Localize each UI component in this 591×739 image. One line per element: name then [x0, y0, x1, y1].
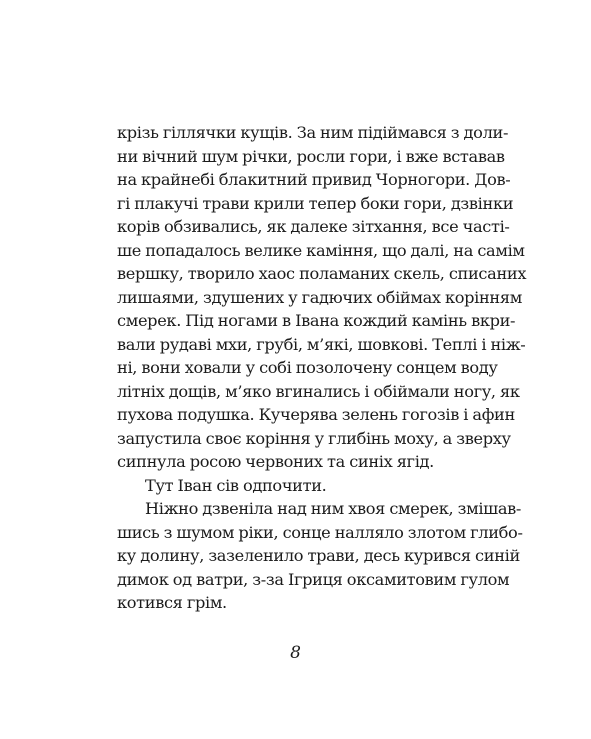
text-line: ни вічний шум річки, росли гори, і вже вставав: [117, 146, 505, 166]
text-line: на крайнебі блакитний привид Чорногори. Дов-: [117, 170, 511, 189]
text-line: лишаями, здушених у гадючих обіймах корінням: [117, 287, 522, 307]
text-line: літніх дощів, м’яко вгинались і обіймали ногу, як: [117, 381, 520, 401]
text-line: вали рудаві мхи, грубі, м’які, шовкові. Теплі і ніж-: [117, 334, 526, 354]
text-line: запустила своє коріння у глибінь моху, а зверху: [117, 428, 511, 448]
text-line: димок од ватри, з-за Ігриця оксамитовим гулом: [117, 569, 510, 589]
text-line: шись з шумом ріки, сонце налляло злотом глибо-: [117, 522, 523, 542]
text-line: ше попадалось велике каміння, що далі, на самім: [117, 240, 525, 260]
text-line: гі плакучі трави крили тепер боки гори, дзвінки: [117, 193, 514, 213]
text-line: Ніжно дзвеніла над ним хвоя смерек, змішав-: [145, 499, 522, 518]
text-line: Тут Іван сів одпочити.: [145, 475, 327, 495]
text-line: ку долину, зазеленило трави, десь курився синій: [117, 546, 520, 565]
page-number: 8: [290, 643, 301, 663]
text-line: смерек. Під ногами в Івана кождий камінь вкри-: [117, 311, 516, 330]
text-line: ні, вони ховали у собі позолочену сонцем воду: [117, 358, 498, 377]
text-line: крізь гіллячки кущів. За ним підіймався з доли-: [117, 123, 509, 142]
text-line: корів обзивались, як далеке зітхання, все часті-: [117, 217, 510, 236]
text-line: сипнула росою червоних та синіх ягід.: [117, 452, 434, 471]
body-text: [117, 121, 527, 615]
text-line: пухова подушка. Кучерява зелень гогозів і афин: [117, 405, 515, 424]
text-line: вершку, творило хаос поламаних скель, списаних: [117, 264, 527, 283]
text-line: котився грім.: [117, 593, 227, 612]
